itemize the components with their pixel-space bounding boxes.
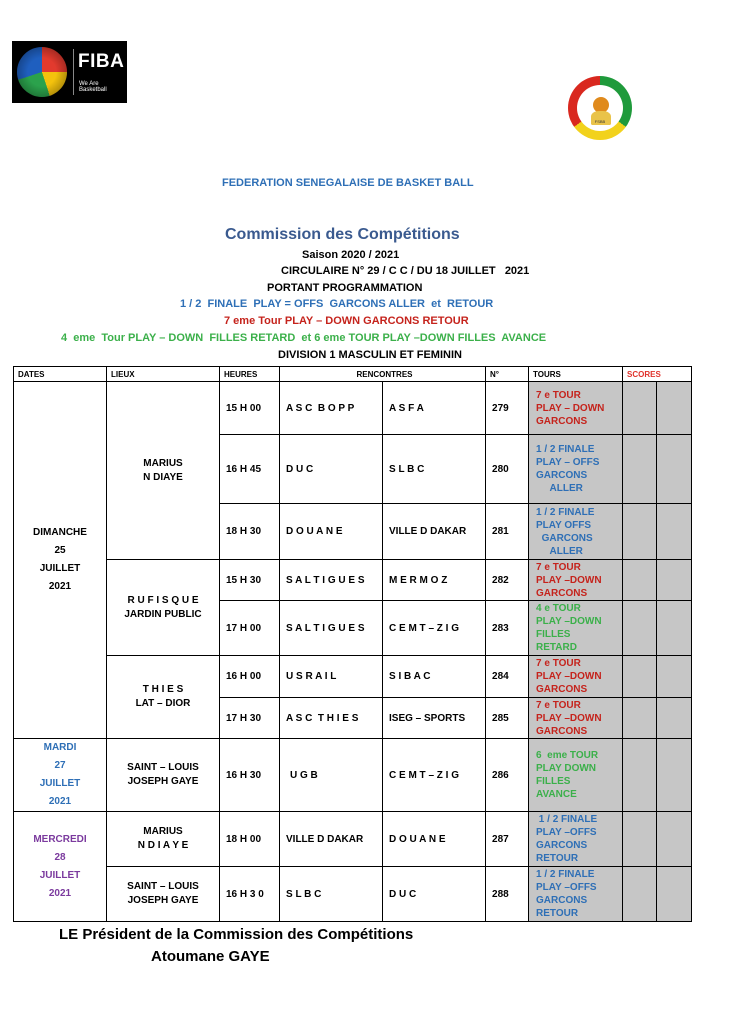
home-team-cell: S A L T I G U E S <box>280 560 383 601</box>
fiba-logo-name: FIBA <box>78 51 125 72</box>
column-header-lieux: LIEUX <box>107 367 220 382</box>
column-header-dates: DATES <box>14 367 107 382</box>
score-home-cell <box>623 656 657 698</box>
score-away-cell <box>657 382 692 435</box>
score-away-cell <box>657 739 692 812</box>
away-team-cell: M E R M O Z <box>383 560 486 601</box>
score-home-cell <box>623 382 657 435</box>
round-cell: 1 / 2 FINALE PLAY –OFFS GARCONS RETOUR <box>529 867 623 922</box>
signature-title: LE Président de la Commission des Compétitions <box>59 926 414 943</box>
circular-reference: CIRCULAIRE N° 29 / C C / DU 18 JUILLET 2021 <box>281 265 530 277</box>
home-team-cell: A S C B O P P <box>280 382 383 435</box>
fiba-logo <box>12 41 127 103</box>
home-team-cell: S L B C <box>280 867 383 922</box>
venue-cell: MARIUS N DIAYE <box>107 382 220 560</box>
commission-title: Commission des Compétitions <box>225 226 460 243</box>
venue-cell: SAINT – LOUIS JOSEPH GAYE <box>107 739 220 812</box>
score-home-cell <box>623 739 657 812</box>
match-number-cell: 288 <box>486 867 529 922</box>
time-cell: 16 H 3 0 <box>220 867 280 922</box>
score-away-cell <box>657 812 692 867</box>
away-team-cell: S I B A C <box>383 656 486 698</box>
away-team-cell: C E M T – Z I G <box>383 601 486 656</box>
table-row <box>14 382 692 435</box>
away-team-cell: A S F A <box>383 382 486 435</box>
match-number-cell: 280 <box>486 435 529 504</box>
fsbb-logo-center <box>577 85 623 131</box>
score-away-cell <box>657 560 692 601</box>
score-away-cell <box>657 698 692 739</box>
federation-title: FEDERATION SENEGALAISE DE BASKET BALL <box>222 177 474 189</box>
score-home-cell <box>623 698 657 739</box>
score-away-cell <box>657 504 692 560</box>
table-row <box>14 867 692 922</box>
score-home-cell <box>623 504 657 560</box>
round-cell: 6 eme TOUR PLAY DOWN FILLES AVANCE <box>529 739 623 812</box>
home-team-cell: D O U A N E <box>280 504 383 560</box>
score-away-cell <box>657 867 692 922</box>
match-number-cell: 282 <box>486 560 529 601</box>
column-header-rencontres: RENCONTRES <box>280 367 486 382</box>
round-cell: 7 e TOUR PLAY –DOWN GARCONS <box>529 698 623 739</box>
column-header-scores: SCORES <box>623 367 692 382</box>
match-number-cell: 279 <box>486 382 529 435</box>
away-team-cell: ISEG – SPORTS <box>383 698 486 739</box>
playdown-girls-line: 4 eme Tour PLAY – DOWN FILLES RETARD et 6 eme TOUR PLAY –DOWN FILLES AVANCE <box>61 332 547 344</box>
venue-cell: MARIUS N D I A Y E <box>107 812 220 867</box>
home-team-cell: VILLE D DAKAR <box>280 812 383 867</box>
score-home-cell <box>623 601 657 656</box>
score-home-cell <box>623 867 657 922</box>
round-cell: 7 e TOUR PLAY –DOWN GARCONS <box>529 560 623 601</box>
score-away-cell <box>657 656 692 698</box>
column-header-heures: HEURES <box>220 367 280 382</box>
table-header-row <box>14 367 692 382</box>
programming-label: PORTANT PROGRAMMATION <box>267 282 423 294</box>
semifinal-line: 1 / 2 FINALE PLAY = OFFS GARCONS ALLER et RETOUR <box>180 298 494 310</box>
round-cell: 7 e TOUR PLAY –DOWN GARCONS <box>529 656 623 698</box>
score-home-cell <box>623 560 657 601</box>
round-cell: 1 / 2 FINALE PLAY – OFFS GARCONS ALLER <box>529 435 623 504</box>
fiba-logo-tagline: We Are Basketball <box>79 81 107 93</box>
away-team-cell: VILLE D DAKAR <box>383 504 486 560</box>
table-row <box>14 560 692 601</box>
column-header-tours: TOURS <box>529 367 623 382</box>
home-team-cell: D U C <box>280 435 383 504</box>
score-home-cell <box>623 435 657 504</box>
score-away-cell <box>657 601 692 656</box>
season-label: Saison 2020 / 2021 <box>302 249 400 261</box>
logo-divider <box>73 49 74 95</box>
round-cell: 7 e TOUR PLAY – DOWN GARCONS <box>529 382 623 435</box>
match-number-cell: 283 <box>486 601 529 656</box>
round-cell: 1 / 2 FINALE PLAY OFFS GARCONS ALLER <box>529 504 623 560</box>
date-cell: DIMANCHE 25 JUILLET 2021 <box>14 382 107 739</box>
playdown-boys-line: 7 eme Tour PLAY – DOWN GARCONS RETOUR <box>224 315 469 327</box>
home-team-cell: S A L T I G U E S <box>280 601 383 656</box>
basketball-icon <box>17 47 67 97</box>
home-team-cell: U S R A I L <box>280 656 383 698</box>
date-cell: MARDI 27 JUILLET 2021 <box>14 739 107 812</box>
match-number-cell: 284 <box>486 656 529 698</box>
match-number-cell: 287 <box>486 812 529 867</box>
away-team-cell: S L B C <box>383 435 486 504</box>
table-row <box>14 812 692 867</box>
score-home-cell <box>623 812 657 867</box>
match-number-cell: 286 <box>486 739 529 812</box>
signature-name: Atoumane GAYE <box>151 948 270 965</box>
match-number-cell: 281 <box>486 504 529 560</box>
round-cell: 1 / 2 FINALE PLAY –OFFS GARCONS RETOUR <box>529 812 623 867</box>
fsbb-logo <box>568 76 632 140</box>
time-cell: 18 H 30 <box>220 504 280 560</box>
time-cell: 16 H 30 <box>220 739 280 812</box>
fsbb-logo-acronym: FSBB <box>594 119 606 124</box>
match-number-cell: 285 <box>486 698 529 739</box>
time-cell: 17 H 00 <box>220 601 280 656</box>
time-cell: 15 H 30 <box>220 560 280 601</box>
date-cell: MERCREDI 28 JUILLET 2021 <box>14 812 107 922</box>
venue-cell: SAINT – LOUIS JOSEPH GAYE <box>107 867 220 922</box>
round-cell: 4 e TOUR PLAY –DOWN FILLES RETARD <box>529 601 623 656</box>
time-cell: 16 H 00 <box>220 656 280 698</box>
table-row <box>14 656 692 698</box>
venue-cell: R U F I S Q U E JARDIN PUBLIC <box>107 560 220 656</box>
score-away-cell <box>657 435 692 504</box>
away-team-cell: C E M T – Z I G <box>383 739 486 812</box>
away-team-cell: D O U A N E <box>383 812 486 867</box>
time-cell: 16 H 45 <box>220 435 280 504</box>
home-team-cell: A S C T H I E S <box>280 698 383 739</box>
table-row <box>14 739 692 812</box>
division-title: DIVISION 1 MASCULIN ET FEMININ <box>278 349 462 361</box>
column-header-numero: N° <box>486 367 529 382</box>
away-team-cell: D U C <box>383 867 486 922</box>
time-cell: 18 H 00 <box>220 812 280 867</box>
venue-cell: T H I E S LAT – DIOR <box>107 656 220 739</box>
time-cell: 17 H 30 <box>220 698 280 739</box>
home-team-cell: U G B <box>280 739 383 812</box>
schedule-table <box>13 366 692 922</box>
time-cell: 15 H 00 <box>220 382 280 435</box>
